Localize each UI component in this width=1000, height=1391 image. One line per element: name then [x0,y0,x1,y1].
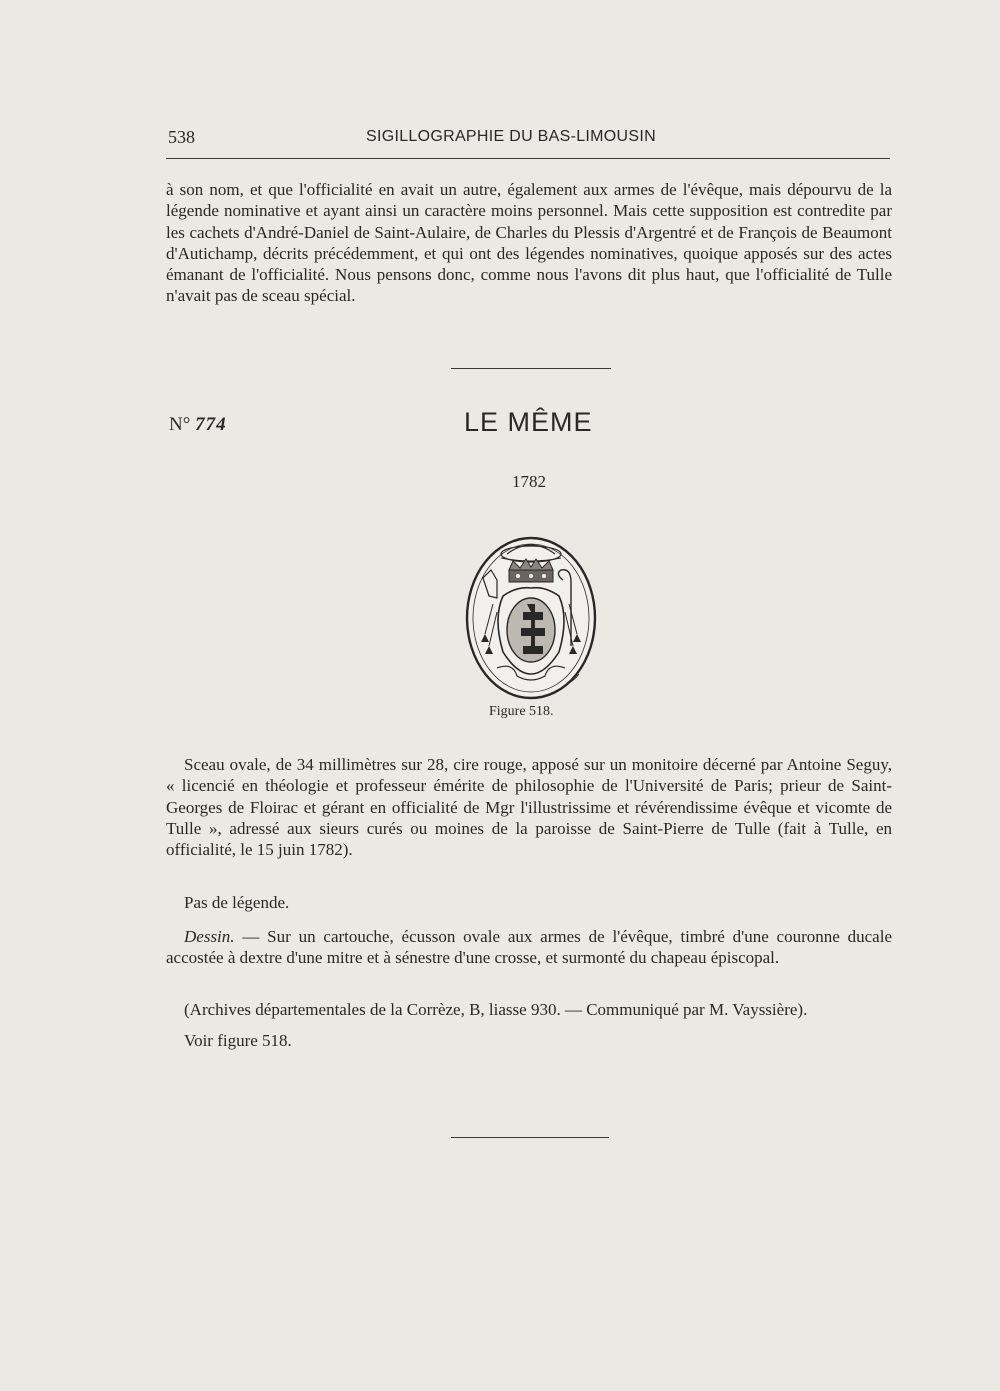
source-citation: (Archives départementales de la Corrèze, B, liasse 930. — Communiqué par M. Vayssière). [184,1000,808,1019]
intro-paragraph: à son nom, et que l'officialité en avait un autre, également aux armes de l'évêque, mais dépourvu de la légende nominative et ayant ainsi un caractère moins personnel. Mais cette supposition est contredite par les cachets d'André-Daniel de Saint-Aulaire, de Charles du Plessis d'Argentré et de François de Beaumont d'Autichamp, décrits précédemment, et qui ont des légendes nominatives, quoique apposés sur des actes émanant de l'officialité. Nous pensons donc, comme nous l'avons dit plus haut, que l'officialité de Tulle n'avait pas de sceau spécial. [166,180,892,306]
entry-year: 1782 [512,472,546,491]
entry-number [169,414,227,436]
figure-caption: Figure 518. [489,704,554,719]
drawing-label: Dessin. [184,927,235,946]
running-header [166,127,890,151]
drawing-paragraph [166,926,892,969]
oval-seal-engraving-icon [463,534,599,702]
section-separator [451,368,611,369]
page-number: 538 [168,127,195,147]
entry-title: LE MÊME [464,407,593,437]
drawing-text: — Sur un cartouche, écusson ovale aux armes de l'évêque, timbré d'une couronne ducale accostée à dextre d'une mitre et à sénestre d'une crosse, et surmonté du chapeau épiscopal. [166,927,892,968]
entry-number-prefix: N° [169,414,191,435]
seal-description [166,754,892,860]
header-rule [166,158,890,159]
entry-number-value: 774 [195,414,227,435]
legend-note: Pas de légende. [184,893,290,912]
see-figure: Voir figure 518. [184,1031,292,1050]
seal-description-text: Sceau ovale, de 34 millimètres sur 28, cire rouge, apposé sur un monitoire décerné par Antoine Seguy, « licencié en théologie et professeur émérite de philosophie de l'Université de Paris; prieur de Saint-Georges de Floirac et gérant en officialité de Mgr l'illustrissime et révérendissime évêque et vicomte de Tulle », adressé aux sieurs curés ou moines de la paroisse de Saint-Pierre de Tulle (fait à Tulle, en officialité, le 15 juin 1782). [166,755,892,860]
running-title: SIGILLOGRAPHIE DU BAS-LIMOUSIN [366,128,656,145]
end-separator [451,1137,609,1138]
